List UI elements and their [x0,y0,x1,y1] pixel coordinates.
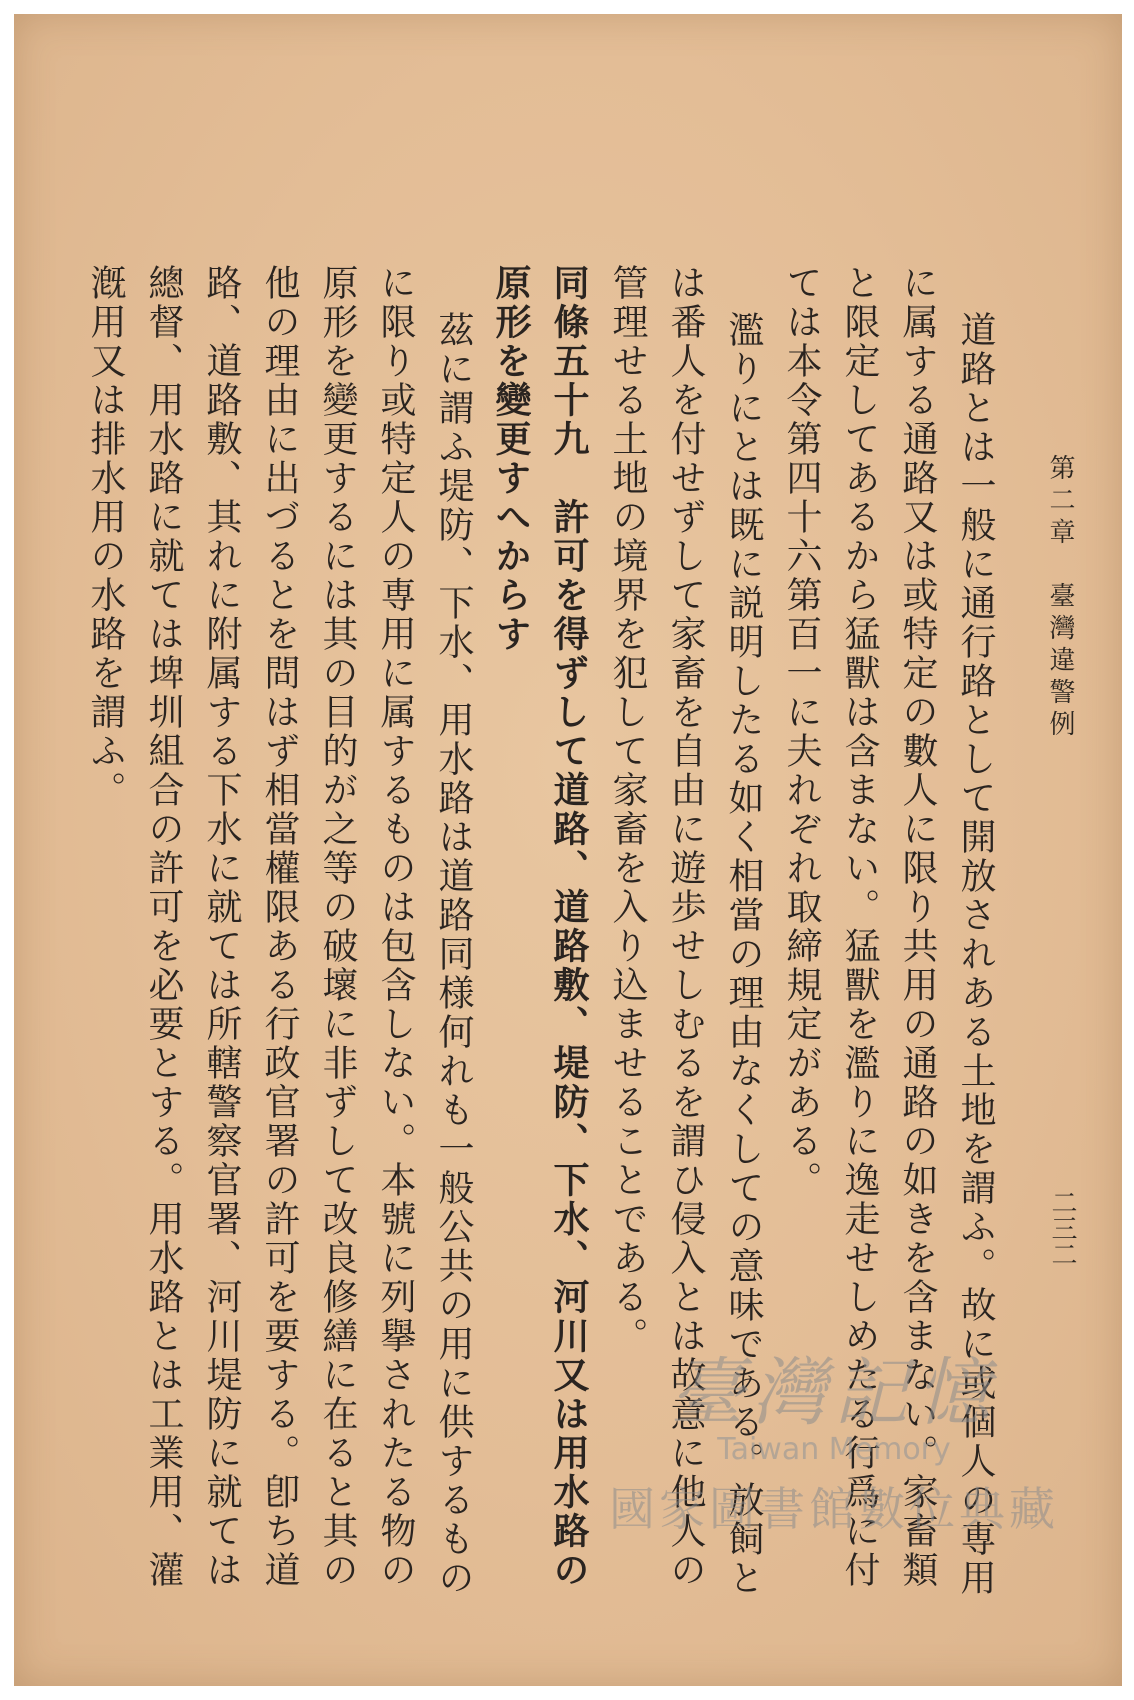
watermark-english: Taiwan Memory [717,1432,951,1467]
article-59-heading: 同條五十九 許可を得ずして道路、道路敷、堤防、下水、河川又は用水路の原形を變更すへからす [490,264,590,1590]
paragraph-article-59-explanation: 茲に謂ふ堤防、下水、用水路は道路同様何れも一般公共の用に供するものに限り或特定人の専用に属するものは包含しない。本號に列擧されたる物の原形を變更するには其の目的が之等の破壞に非ずして改良修繕に在ると其の他の理由に出づるとを問はず相當權限ある行政官署の許可を要する。卽ち道路、道路敷、其れに附属する下水に就ては所轄警察官署、河川堤防に就ては總督、用水路に就ては埤圳組合の許可を必要とする。用水路とは工業用、灌漑用又は排水用の水路を謂ふ。 [85,264,474,1598]
document-page [14,14,1122,1686]
chapter-header: 第二章 臺灣違警例 [1045,454,1075,742]
paragraph-road-definition: 道路とは一般に通行路として開放されある土地を謂ふ。故に或個人の専用に属する通路又は或特定の數人に限り共用の通路の如きを含まない。家畜類と限定してあるから猛獸は含まない。猛獸を濫りに逸走せしめたる行爲に付ては本令第四十六第百一に夫れぞれ取締規定がある。 [781,264,996,1598]
page-number: 二三二 [1047,1189,1077,1267]
paragraph-release-definition: 濫りにとは既に説明したる如く相當の理由なくしての意味である。放飼とは番人を付せずして家畜を自由に遊歩せしむるを謂ひ侵入とは故意に他人の管理せる土地の境界を犯して家畜を入り込ませることである。 [607,264,764,1598]
watermark-library-name: 國家圖書館數位典藏 [609,1482,1059,1536]
vertical-text-body [85,264,1004,1604]
watermark-calligraphy: 臺灣記憶 [670,1350,998,1436]
